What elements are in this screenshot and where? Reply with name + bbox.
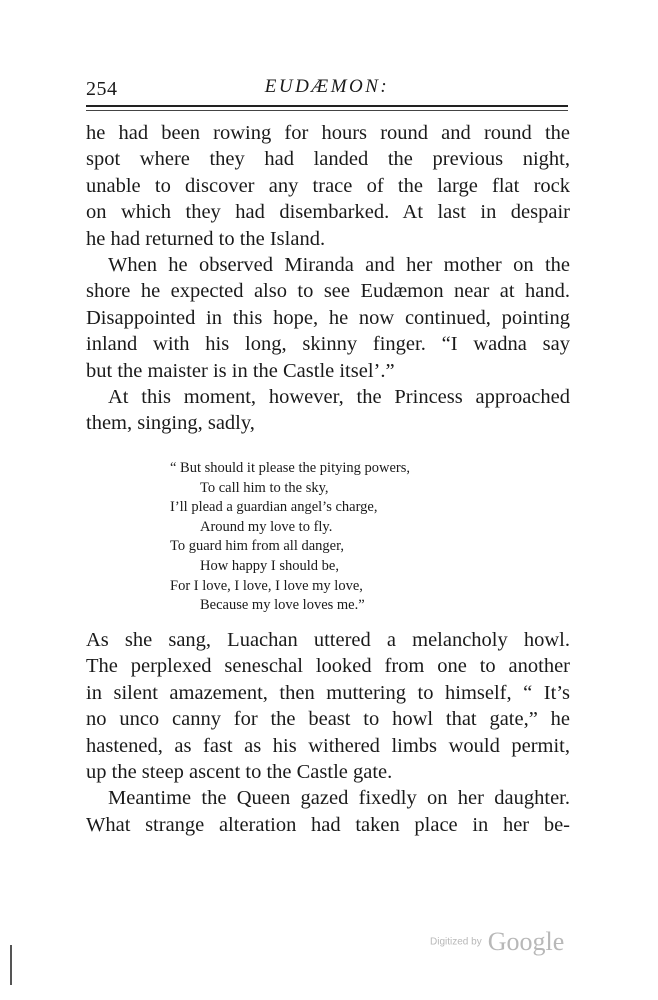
text-line: he had been rowing for hours round and round the bbox=[86, 122, 570, 144]
text-line: What strange alteration had taken place in her be- bbox=[86, 813, 570, 836]
text-line: no unco canny for the beast to howl that gate,” he bbox=[86, 708, 570, 731]
digitized-by-google-watermark bbox=[430, 927, 564, 957]
text-line: them, singing, sadly, bbox=[86, 412, 255, 435]
body-text-bottom bbox=[86, 627, 570, 838]
text-line: At this moment, however, the Princess approached bbox=[108, 386, 570, 409]
poem-line: Around my love to fly. bbox=[200, 518, 333, 535]
google-logo: Google bbox=[487, 927, 565, 956]
page-header bbox=[86, 72, 568, 102]
poem-line: How happy I should be, bbox=[200, 557, 339, 574]
text-line: he had returned to the Island. bbox=[86, 227, 326, 250]
scan-edge-mark bbox=[10, 945, 12, 985]
body-text-top bbox=[86, 120, 570, 437]
text-line: As she sang, Luachan uttered a melancholy howl. bbox=[86, 629, 570, 651]
text-line: hastened, as fast as his withered limbs would permit, bbox=[86, 734, 570, 757]
text-line: The perplexed seneschal looked from one to another bbox=[86, 655, 570, 678]
text-line: up the steep ascent to the Castle gate. bbox=[86, 761, 393, 784]
watermark-prefix: Digitized by bbox=[430, 936, 482, 948]
header-rule-thin bbox=[86, 110, 568, 111]
text-line: Meantime the Queen gazed fixedly on her daughter. bbox=[108, 787, 570, 810]
text-line: When he observed Miranda and her mother on the bbox=[108, 254, 570, 277]
text-line: Disappointed in this hope, he now continued, pointing bbox=[86, 306, 570, 329]
text-line: inland with his long, skinny finger. “I wadna say bbox=[86, 333, 570, 356]
poem-line: For I love, I love, I love my love, bbox=[170, 577, 363, 594]
poem-line: I’ll plead a guardian angel’s charge, bbox=[170, 499, 378, 516]
poem-block bbox=[170, 459, 490, 616]
text-line: spot where they had landed the previous night, bbox=[86, 148, 570, 171]
page-number: 254 bbox=[86, 78, 118, 100]
poem-line: Because my love loves me.” bbox=[200, 597, 365, 614]
text-line: on which they had disembarked. At last in despair bbox=[86, 201, 570, 224]
poem-line: To guard him from all danger, bbox=[170, 538, 344, 555]
running-title: EUDÆMON: bbox=[264, 76, 390, 97]
text-line: but the maister is in the Castle itsel’.” bbox=[86, 359, 395, 382]
poem-line: To call him to the sky, bbox=[200, 479, 329, 496]
text-line: shore he expected also to see Eudæmon near at hand. bbox=[86, 280, 570, 303]
text-line: unable to discover any trace of the large flat rock bbox=[86, 174, 570, 197]
poem-line: “ But should it please the pitying powers, bbox=[170, 460, 411, 476]
header-rule bbox=[86, 105, 568, 107]
text-line: in silent amazement, then muttering to himself, “ It’s bbox=[86, 681, 570, 704]
